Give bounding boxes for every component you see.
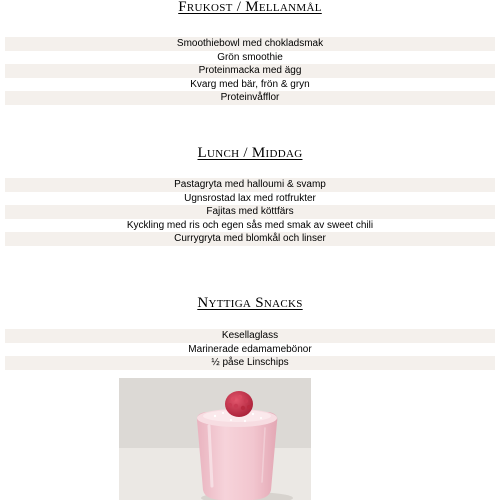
list-item: Marinerade edamamebönor xyxy=(5,343,495,357)
list-item: Pastagryta med halloumi & svamp xyxy=(5,178,495,192)
list-item: Grön smoothie xyxy=(5,51,495,65)
list-item: Fajitas med köttfärs xyxy=(5,205,495,219)
list-item: Smoothiebowl med chokladsmak xyxy=(5,37,495,51)
section-title: Frukost / Mellanmål xyxy=(178,0,322,15)
section-heading-breakfast xyxy=(0,0,500,16)
list-item: Kesellaglass xyxy=(5,329,495,343)
list-item: Proteinvåfflor xyxy=(5,91,495,105)
menu-list-breakfast xyxy=(5,37,495,105)
menu-list-lunch xyxy=(5,178,495,246)
section-heading-lunch xyxy=(0,144,500,162)
list-item: Ugnsrostad lax med rotfrukter xyxy=(5,192,495,206)
smoothie-glass-icon xyxy=(119,378,311,500)
list-item: Currygryta med blomkål och linser xyxy=(5,232,495,246)
section-title: Lunch / Middag xyxy=(197,145,303,161)
list-item: Proteinmacka med ägg xyxy=(5,64,495,78)
list-item: ½ påse Linschips xyxy=(5,356,495,370)
list-item: Kyckling med ris och egen sås med smak av sweet chili xyxy=(5,219,495,233)
menu-list-snacks xyxy=(5,329,495,370)
smoothie-photo xyxy=(119,378,311,500)
list-item: Kvarg med bär, frön & gryn xyxy=(5,78,495,92)
section-title: Nyttiga Snacks xyxy=(197,295,303,311)
section-heading-snacks xyxy=(0,294,500,312)
